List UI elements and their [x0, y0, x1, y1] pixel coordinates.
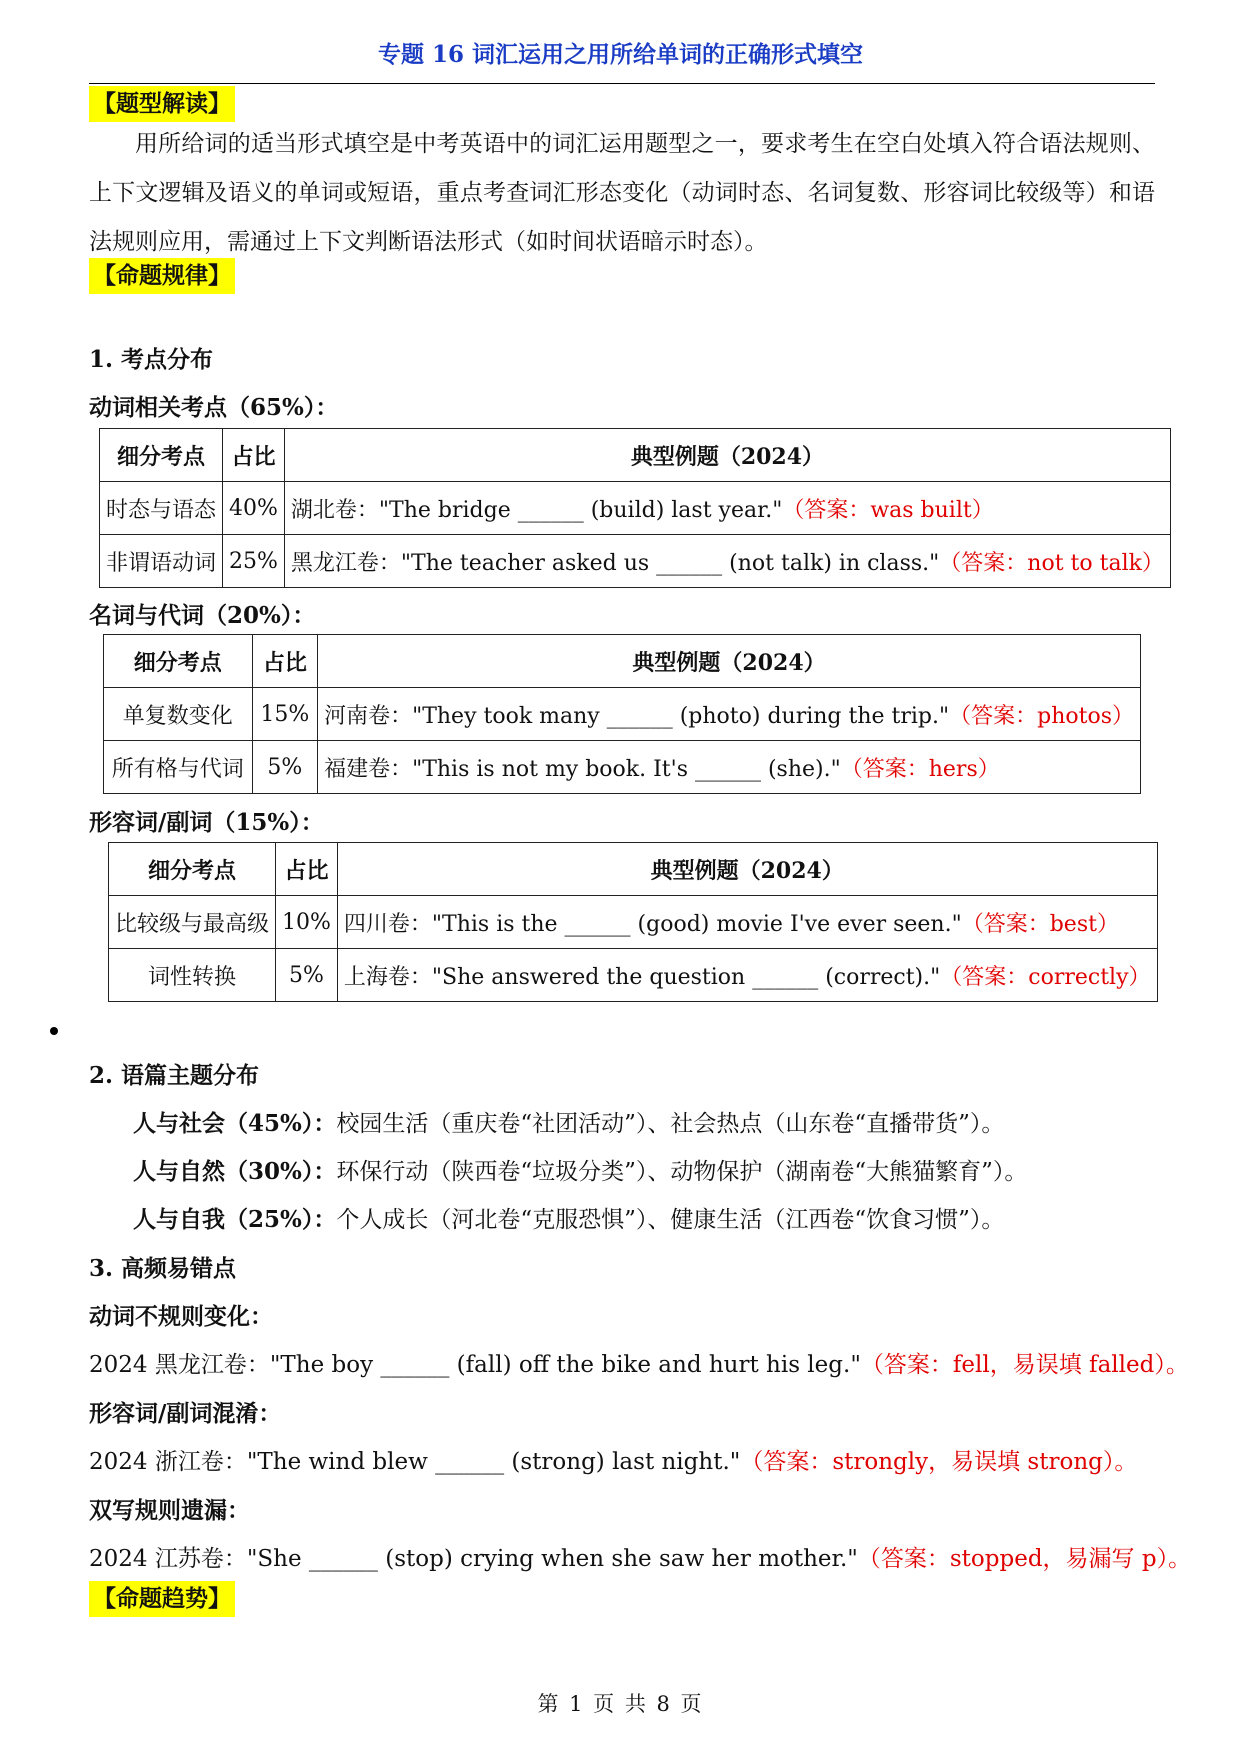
topic-cell: 所有格与代词 [104, 741, 253, 794]
answer-text: （答案：hers） [840, 756, 1000, 782]
section-tag-rules: 【命题规律】 [89, 258, 235, 294]
theme-text: 个人成长（河北卷“克服恐惧”）、健康生活（江西卷“饮食习惯”）。 [336, 1207, 1005, 1233]
theme-label: 人与自我（25%）： [133, 1206, 337, 1233]
error-example [89, 1443, 1137, 1476]
ratio-cell: 10% [276, 896, 338, 949]
error-title: 形容词/副词混淆： [89, 1400, 282, 1427]
example-text: 2024 黑龙江卷："The boy ______ (fall) off the bike and hurt his leg." [89, 1352, 861, 1378]
answer-text: （答案：best） [961, 911, 1119, 937]
example-cell [337, 896, 1157, 949]
noun-table-title: 名词与代词（20%）： [89, 602, 316, 629]
theme-line [133, 1153, 1027, 1186]
table-header-row [109, 843, 1158, 896]
heading-themes: 2. 语篇主题分布 [89, 1062, 260, 1089]
example-text: 湖北卷："The bridge ______ (build) last year." [290, 497, 783, 523]
ratio-cell: 5% [276, 949, 338, 1002]
example-cell [284, 535, 1170, 588]
example-cell [284, 482, 1170, 535]
theme-label: 人与社会（45%）： [133, 1110, 337, 1137]
verb-table-title: 动词相关考点（65%）： [89, 394, 339, 421]
header-example: 典型例题（2024） [337, 843, 1157, 896]
answer-text: （答案：photos） [949, 703, 1134, 729]
ratio-cell: 40% [223, 482, 285, 535]
answer-text: （答案：not to talk） [939, 550, 1164, 576]
header-example: 典型例题（2024） [284, 429, 1170, 482]
table-header-row [100, 429, 1171, 482]
example-text: 河南卷："They took many ______ (photo) during the trip." [324, 703, 950, 729]
ratio-cell: 5% [252, 741, 318, 794]
page-number: 第 1 页 共 8 页 [537, 1692, 704, 1716]
theme-line [133, 1105, 1004, 1138]
topic-cell: 单复数变化 [104, 688, 253, 741]
adj-table [108, 842, 1158, 1002]
example-cell [318, 688, 1141, 741]
answer-text: （答案：fell，易误填 falled）。 [860, 1352, 1189, 1378]
table-row [109, 949, 1158, 1002]
example-text: 2024 浙江卷："The wind blew ______ (strong) last night." [89, 1449, 741, 1475]
table-row [100, 482, 1171, 535]
answer-text: （答案：strongly，易误填 strong）。 [740, 1449, 1138, 1475]
example-text: 福建卷："This is not my book. It's ______ (she)." [324, 756, 841, 782]
heading-distribution: 1. 考点分布 [89, 346, 214, 373]
error-example [89, 1346, 1189, 1379]
header-example: 典型例题（2024） [318, 635, 1141, 688]
example-text: 上海卷："She answered the question ______ (correct)." [343, 964, 941, 990]
ratio-cell: 15% [252, 688, 318, 741]
error-title: 动词不规则变化： [89, 1303, 273, 1330]
verb-table [99, 428, 1171, 588]
header-ratio: 占比 [223, 429, 285, 482]
noun-table [103, 634, 1141, 794]
example-text: 黑龙江卷："The teacher asked us ______ (not talk) in class." [290, 550, 940, 576]
topic-cell: 时态与语态 [100, 482, 223, 535]
header-ratio: 占比 [276, 843, 338, 896]
example-text: 四川卷："This is the ______ (good) movie I've ever seen." [343, 911, 962, 937]
adj-table-title: 形容词/副词（15%）： [89, 809, 324, 836]
topic-cell: 非谓语动词 [100, 535, 223, 588]
bullet-dot [50, 1027, 58, 1035]
table-row [109, 896, 1158, 949]
error-title: 双写规则遗漏： [89, 1497, 250, 1524]
answer-text: （答案：was built） [782, 497, 994, 523]
table-row [104, 688, 1141, 741]
ratio-cell: 25% [223, 535, 285, 588]
header-divider [89, 83, 1155, 84]
theme-label: 人与自然（30%）： [133, 1158, 337, 1185]
page-title: 专题 16 词汇运用之用所给单词的正确形式填空 [377, 41, 864, 68]
answer-text: （答案：stopped，易漏写 p）。 [857, 1546, 1192, 1572]
theme-text: 校园生活（重庆卷“社团活动”）、社会热点（山东卷“直播带货”）。 [336, 1111, 1005, 1137]
topic-cell: 比较级与最高级 [109, 896, 276, 949]
section-tag-intro: 【题型解读】 [89, 86, 235, 122]
error-example [89, 1540, 1191, 1573]
example-cell [318, 741, 1141, 794]
answer-text: （答案：correctly） [940, 964, 1151, 990]
example-cell [337, 949, 1157, 1002]
header-topic: 细分考点 [109, 843, 276, 896]
topic-cell: 词性转换 [109, 949, 276, 1002]
section-tag-trend: 【命题趋势】 [89, 1581, 235, 1617]
table-row [100, 535, 1171, 588]
theme-text: 环保行动（陕西卷“垃圾分类”）、动物保护（湖南卷“大熊猫繁育”）。 [336, 1159, 1028, 1185]
header-topic: 细分考点 [100, 429, 223, 482]
header-ratio: 占比 [252, 635, 318, 688]
example-text: 2024 江苏卷："She ______ (stop) crying when she saw her mother." [89, 1546, 858, 1572]
intro-paragraph: 用所给词的适当形式填空是中考英语中的词汇运用题型之一，要求考生在空白处填入符合语法规则、上下文逻辑及语义的单词或短语，重点考查词汇形态变化（动词时态、名词复数、形容词比较级等）和语法规则应用，需通过上下文判断语法形式（如时间状语暗示时态）。 [89, 131, 1155, 255]
table-row [104, 741, 1141, 794]
heading-errors: 3. 高频易错点 [89, 1255, 237, 1282]
header-topic: 细分考点 [104, 635, 253, 688]
table-header-row [104, 635, 1141, 688]
theme-line [133, 1201, 1004, 1234]
